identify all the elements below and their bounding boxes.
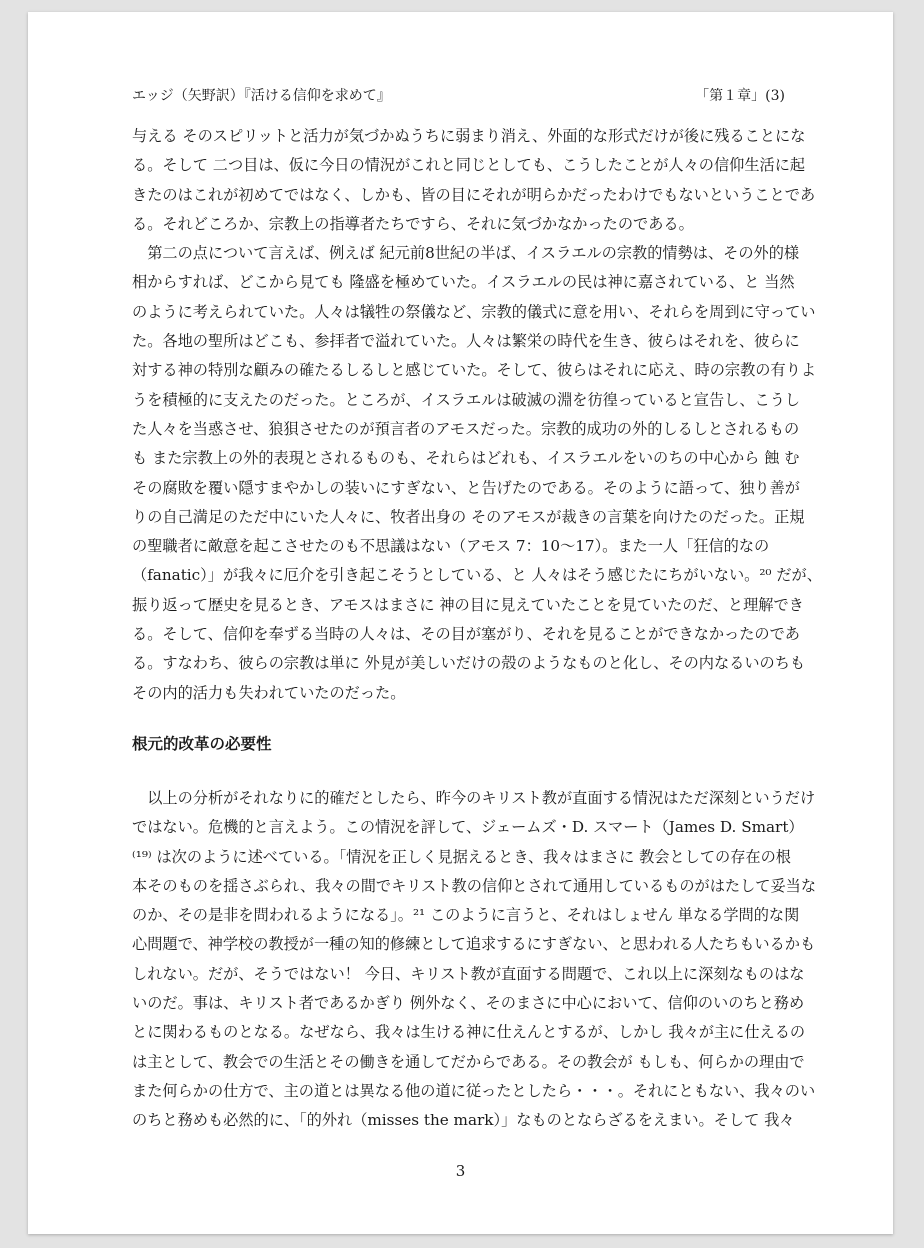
text-line: ⁽¹⁹⁾ は次のように述べている。「情況を正しく見据えるとき、我々はまさに 教会としての存在の根 bbox=[132, 847, 791, 866]
text-line: 対する神の特別な顧みの確たるしるしと感じていた。そして、彼らはそれに応え、時の宗教の有りよ bbox=[132, 361, 817, 380]
text-line: その腐敗を覆い隠すまやかしの装いにすぎない、と告げたのである。そのように語って、独り善が bbox=[132, 478, 800, 497]
page-header bbox=[132, 85, 785, 107]
text-line: のか、その是非を問われるようになる」。²¹ このように言うと、それはしょせん 単なる学問的な関 bbox=[132, 906, 800, 925]
text-line: 与える そのスピリットと活力が気づかぬうちに弱まり消え、外面的な形式だけが後に残ることにな bbox=[132, 127, 806, 145]
text-line: の聖職者に敵意を起こさせたのも不思議はない（アモス 7：10〜17）。また一人「狂信的なの bbox=[132, 537, 770, 556]
text-line: ではない。危機的と言えよう。この情況を評して、ジェームズ・D. スマート（James D. Smart） bbox=[132, 818, 804, 837]
text-line: また何らかの仕方で、主の道とは異なる他の道に従ったとしたら・・・。それにともない、我々のい bbox=[132, 1081, 816, 1100]
text-line: （fanatic）」が我々に厄介を引き起こそうとしている、と 人々はそう感じたにちがいない。²⁰ だが、 bbox=[132, 566, 822, 585]
text-line: る。それどころか、宗教上の指導者たちですら、それに気づかなかったのである。 bbox=[132, 214, 694, 233]
text-line: は主として、教会での生活とその働きを通してだからである。その教会が もしも、何らかの理由で bbox=[132, 1052, 805, 1071]
page-number: 3 bbox=[455, 1162, 466, 1180]
header-chapter: 「第１章」(3) bbox=[695, 88, 785, 104]
text-line: た人々を当惑させ、狼狽させたのが預言者のアモスだった。宗教的成功の外的しるしとされるもの bbox=[132, 419, 800, 438]
text-line: る。そして、信仰を奉ずる当時の人々は、その目が塞がり、それを見ることができなかったのであ bbox=[132, 625, 800, 644]
text-line: りの自己満足のただ中にいた人々に、牧者出身の そのアモスが裁きの言葉を向けたのだった。正規 bbox=[132, 507, 805, 526]
text-line: のように考えられていた。人々は犠牲の祭儀など、宗教的儀式に意を用い、それらを周到に守ってい bbox=[132, 302, 816, 321]
text-line: のちと務めも必然的に、「的外れ（misses the mark）」なものとならざるをえまい。そして 我々 bbox=[132, 1111, 795, 1130]
text-line: いのだ。事は、キリスト者であるかぎり 例外なく、そのまさに中心において、信仰のいのちと務め bbox=[132, 994, 805, 1013]
text-line: 振り返って歴史を見るとき、アモスはまさに 神の目に見えていたことを見ていたのだ、と理解でき bbox=[132, 595, 804, 614]
section-heading: 根元的改革の必要性 bbox=[132, 734, 272, 753]
text-line: も また宗教上の外的表現とされるものも、それらはどれも、イスラエルをいのちの中心から 蝕 む bbox=[132, 449, 800, 468]
text-line: その内的活力も失われていたのだった。 bbox=[132, 683, 406, 702]
text-line: とに関わるものとなる。なぜなら、我々は生ける神に仕えんとするが、しかし 我々が主に仕えるの bbox=[132, 1023, 806, 1042]
text-line: 第二の点について言えば、例えば 紀元前8世紀の半ば、イスラエルの宗教的情勢は、その外的様 bbox=[132, 244, 800, 263]
text-line: 相からすれば、どこから見ても 隆盛を極めていた。イスラエルの民は神に嘉されている、と 当然 bbox=[132, 273, 795, 292]
text-line: しれない。だが、そうではない！ 今日、キリスト教が直面する問題で、これ以上に深刻なものはな bbox=[132, 964, 805, 983]
text-line: 以上の分析がそれなりに的確だとしたら、昨今のキリスト教が直面する情況はただ深刻というだけ bbox=[132, 789, 816, 807]
paragraph-block-2 bbox=[132, 784, 817, 1136]
text-line: 本そのものを揺さぶられ、我々の間でキリスト教の信仰とされて通用しているものがはたして妥当な bbox=[132, 876, 817, 895]
text-line: る。すなわち、彼らの宗教は単に 外見が美しいだけの殻のようなものと化し、その内なるいのちも bbox=[132, 654, 806, 673]
document-page bbox=[28, 12, 893, 1234]
text-line: うを積極的に支えたのだった。ところが、イスラエルは破滅の淵を彷徨っていると宣告し、こうし bbox=[132, 390, 801, 409]
text-line: た。各地の聖所はどこも、参拝者で溢れていた。人々は繁栄の時代を生き、彼らはそれを、彼らに bbox=[132, 332, 800, 351]
header-title: エッジ（矢野訳）『活ける信仰を求めて』 bbox=[132, 88, 391, 104]
text-line: る。そして 二つ目は、仮に今日の情況がこれと同じとしても、こうしたことが人々の信仰生活に起 bbox=[132, 156, 806, 175]
text-line: きたのはこれが初めてではなく、しかも、皆の目にそれが明らかだったわけでもないということであ bbox=[132, 185, 816, 204]
text-line: 心問題で、神学校の教授が一種の知的修練として追求するにすぎない、と思われる人たちもいるかも bbox=[132, 935, 816, 954]
paragraph-block-1 bbox=[132, 122, 822, 708]
